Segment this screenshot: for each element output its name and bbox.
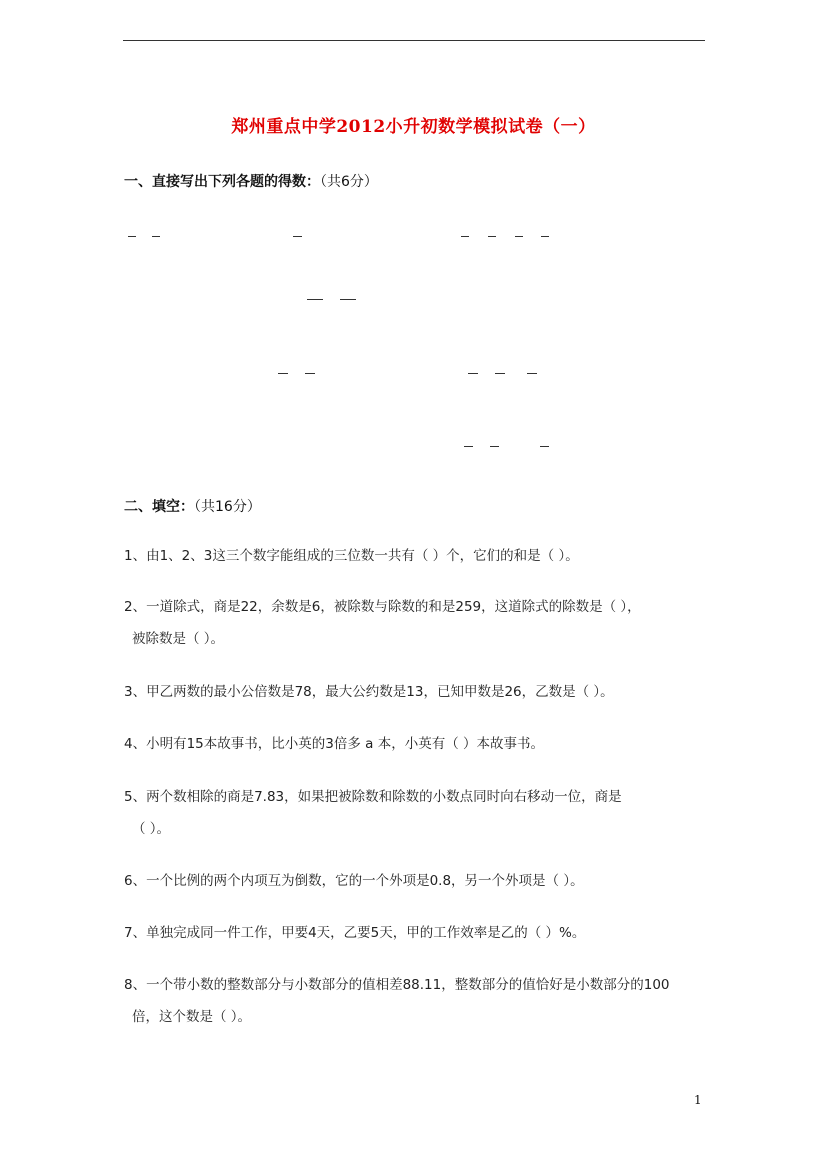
answer-dash bbox=[540, 446, 549, 447]
answer-dash bbox=[461, 236, 469, 237]
question-8 bbox=[124, 969, 714, 1033]
question-line: 7、单独完成同一件工作，甲要4天，乙要5天，甲的工作效率是乙的（ ）%。 bbox=[124, 925, 586, 941]
question-line: 4、小明有15本故事书，比小英的3倍多 a 本，小英有（ ）本故事书。 bbox=[124, 736, 545, 752]
question-1 bbox=[124, 540, 714, 572]
header-rule bbox=[123, 40, 705, 41]
question-4 bbox=[124, 728, 714, 760]
section-heading-1-points: （共6分） bbox=[320, 174, 378, 190]
question-line: 1、由1、2、3这三个数字能组成的三位数一共有（ ）个，它们的和是（ ）。 bbox=[124, 548, 579, 564]
question-line: 6、一个比例的两个内项互为倒数，它的一个外项是0.8，另一个外项是（ ）。 bbox=[124, 873, 584, 889]
answer-dash bbox=[307, 299, 323, 300]
question-7 bbox=[124, 917, 714, 949]
section-heading-2 bbox=[124, 496, 261, 516]
question-line: 5、两个数相除的商是7.83，如果把被除数和除数的小数点同时向右移动一位，商是 bbox=[124, 789, 622, 805]
answer-dash bbox=[464, 446, 473, 447]
answer-dash bbox=[495, 373, 505, 374]
question-line-continued: 倍，这个数是（ ）。 bbox=[132, 1009, 252, 1025]
answer-dash bbox=[293, 236, 302, 237]
answer-dash bbox=[468, 373, 478, 374]
question-line: 8、一个带小数的整数部分与小数部分的值相差88.11，整数部分的值恰好是小数部分的100 bbox=[124, 977, 670, 993]
page-number: 1 bbox=[694, 1093, 702, 1107]
question-line-continued: 被除数是（ ）。 bbox=[132, 631, 225, 647]
question-line-continued: （ ）。 bbox=[132, 821, 171, 837]
question-line: 3、甲乙两数的最小公倍数是78，最大公约数是13，已知甲数是26，乙数是（ ）。 bbox=[124, 684, 614, 700]
answer-dash bbox=[490, 446, 499, 447]
answer-dash bbox=[488, 236, 496, 237]
answer-dash bbox=[340, 299, 356, 300]
section-heading-2-points: （共16分） bbox=[194, 499, 261, 515]
question-5 bbox=[124, 781, 714, 845]
question-6 bbox=[124, 865, 714, 897]
answer-dash bbox=[541, 236, 549, 237]
answer-dash bbox=[515, 236, 523, 237]
answer-dash bbox=[128, 236, 136, 237]
question-2 bbox=[124, 591, 714, 655]
question-3 bbox=[124, 676, 714, 708]
section-heading-1-label: 一、直接写出下列各题的得数： bbox=[124, 174, 320, 190]
answer-dash bbox=[305, 373, 315, 374]
page-title: 郑州重点中学2012小升初数学模拟试卷（一） bbox=[231, 117, 596, 137]
section-heading-2-label: 二、填空： bbox=[124, 499, 194, 515]
answer-dash bbox=[152, 236, 160, 237]
answer-dash bbox=[527, 373, 537, 374]
answer-dash bbox=[278, 373, 288, 374]
section-heading-1 bbox=[124, 171, 378, 191]
question-line: 2、一道除式，商是22，余数是6，被除数与除数的和是259，这道除式的除数是（ ）， bbox=[124, 599, 641, 615]
